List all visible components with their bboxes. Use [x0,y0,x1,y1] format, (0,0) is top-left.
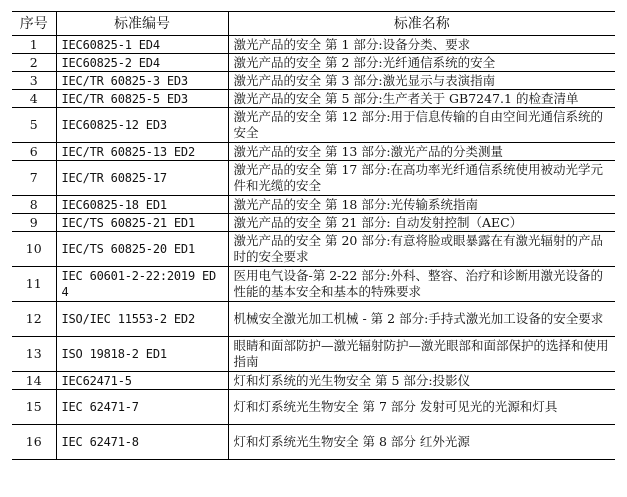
row-standard-title: 激光产品的安全 第 1 部分:设备分类、要求 [228,36,615,54]
table-row [12,196,615,214]
row-index: 13 [12,337,56,372]
table-row [12,108,615,143]
row-standard-code: IEC62471-5 [56,372,228,390]
row-standard-title: 灯和灯系统光生物安全 第 7 部分 发射可见光的光源和灯具 [228,390,615,425]
row-standard-title: 激光产品的安全 第 13 部分:激光产品的分类测量 [228,143,615,161]
row-standard-code: IEC60825-12 ED3 [56,108,228,143]
standards-table [12,11,615,460]
row-standard-code: IEC/TS 60825-20 ED1 [56,232,228,267]
row-index: 14 [12,372,56,390]
row-index: 1 [12,36,56,54]
row-index: 3 [12,72,56,90]
row-standard-title: 激光产品的安全 第 5 部分:生产者关于 GB7247.1 的检查清单 [228,90,615,108]
row-standard-code: IEC/TS 60825-21 ED1 [56,214,228,232]
row-index: 7 [12,161,56,196]
table-row [12,54,615,72]
table-row [12,267,615,302]
table-row [12,36,615,54]
header-title: 标准名称 [228,12,615,36]
row-standard-code: IEC/TR 60825-5 ED3 [56,90,228,108]
row-standard-title: 灯和灯系统的光生物安全 第 5 部分:投影仪 [228,372,615,390]
header-index: 序号 [12,12,56,36]
table-row [12,214,615,232]
row-standard-title: 激光产品的安全 第 2 部分:光纤通信系统的安全 [228,54,615,72]
table-row [12,372,615,390]
row-index: 2 [12,54,56,72]
row-standard-code: IEC 62471-8 [56,425,228,460]
table-body [12,36,615,460]
table-header-row [12,12,615,36]
table-row [12,232,615,267]
table-row [12,143,615,161]
table-row [12,72,615,90]
row-standard-code: IEC60825-2 ED4 [56,54,228,72]
row-index: 5 [12,108,56,143]
row-standard-code: IEC 62471-7 [56,390,228,425]
row-index: 10 [12,232,56,267]
row-index: 15 [12,390,56,425]
row-index: 12 [12,302,56,337]
row-standard-title: 激光产品的安全 第 17 部分:在高功率光纤通信系统使用被动光学元件和光缆的安全 [228,161,615,196]
table-row [12,425,615,460]
row-standard-title: 机械安全激光加工机械 - 第 2 部分:手持式激光加工设备的安全要求 [228,302,615,337]
row-standard-code: IEC/TR 60825-3 ED3 [56,72,228,90]
table-row [12,390,615,425]
standards-table-container [12,11,615,460]
row-standard-code: ISO 19818-2 ED1 [56,337,228,372]
row-standard-title: 医用电气设备-第 2-22 部分:外科、整容、治疗和诊断用激光设备的性能的基本安全和基本的特殊要求 [228,267,615,302]
table-row [12,90,615,108]
row-standard-code: IEC 60601-2-22:2019 ED4 [56,267,228,302]
table-row [12,302,615,337]
row-standard-title: 激光产品的安全 第 12 部分:用于信息传输的自由空间光通信系统的安全 [228,108,615,143]
row-index: 9 [12,214,56,232]
row-standard-title: 灯和灯系统光生物安全 第 8 部分 红外光源 [228,425,615,460]
row-index: 16 [12,425,56,460]
row-standard-title: 激光产品的安全 第 20 部分:有意将脸或眼暴露在有激光辐射的产品时的安全要求 [228,232,615,267]
row-index: 4 [12,90,56,108]
row-standard-code: IEC/TR 60825-13 ED2 [56,143,228,161]
table-row [12,337,615,372]
row-index: 6 [12,143,56,161]
row-standard-code: ISO/IEC 11553-2 ED2 [56,302,228,337]
row-standard-code: IEC/TR 60825-17 [56,161,228,196]
header-code: 标准编号 [56,12,228,36]
row-standard-title: 激光产品的安全 第 3 部分:激光显示与表演指南 [228,72,615,90]
row-standard-code: IEC60825-18 ED1 [56,196,228,214]
row-index: 8 [12,196,56,214]
row-standard-title: 眼睛和面部防护—激光辐射防护—激光眼部和面部保护的选择和使用指南 [228,337,615,372]
table-row [12,161,615,196]
row-index: 11 [12,267,56,302]
row-standard-title: 激光产品的安全 第 21 部分: 自动发射控制（AEC） [228,214,615,232]
row-standard-title: 激光产品的安全 第 18 部分:光传输系统指南 [228,196,615,214]
row-standard-code: IEC60825-1 ED4 [56,36,228,54]
